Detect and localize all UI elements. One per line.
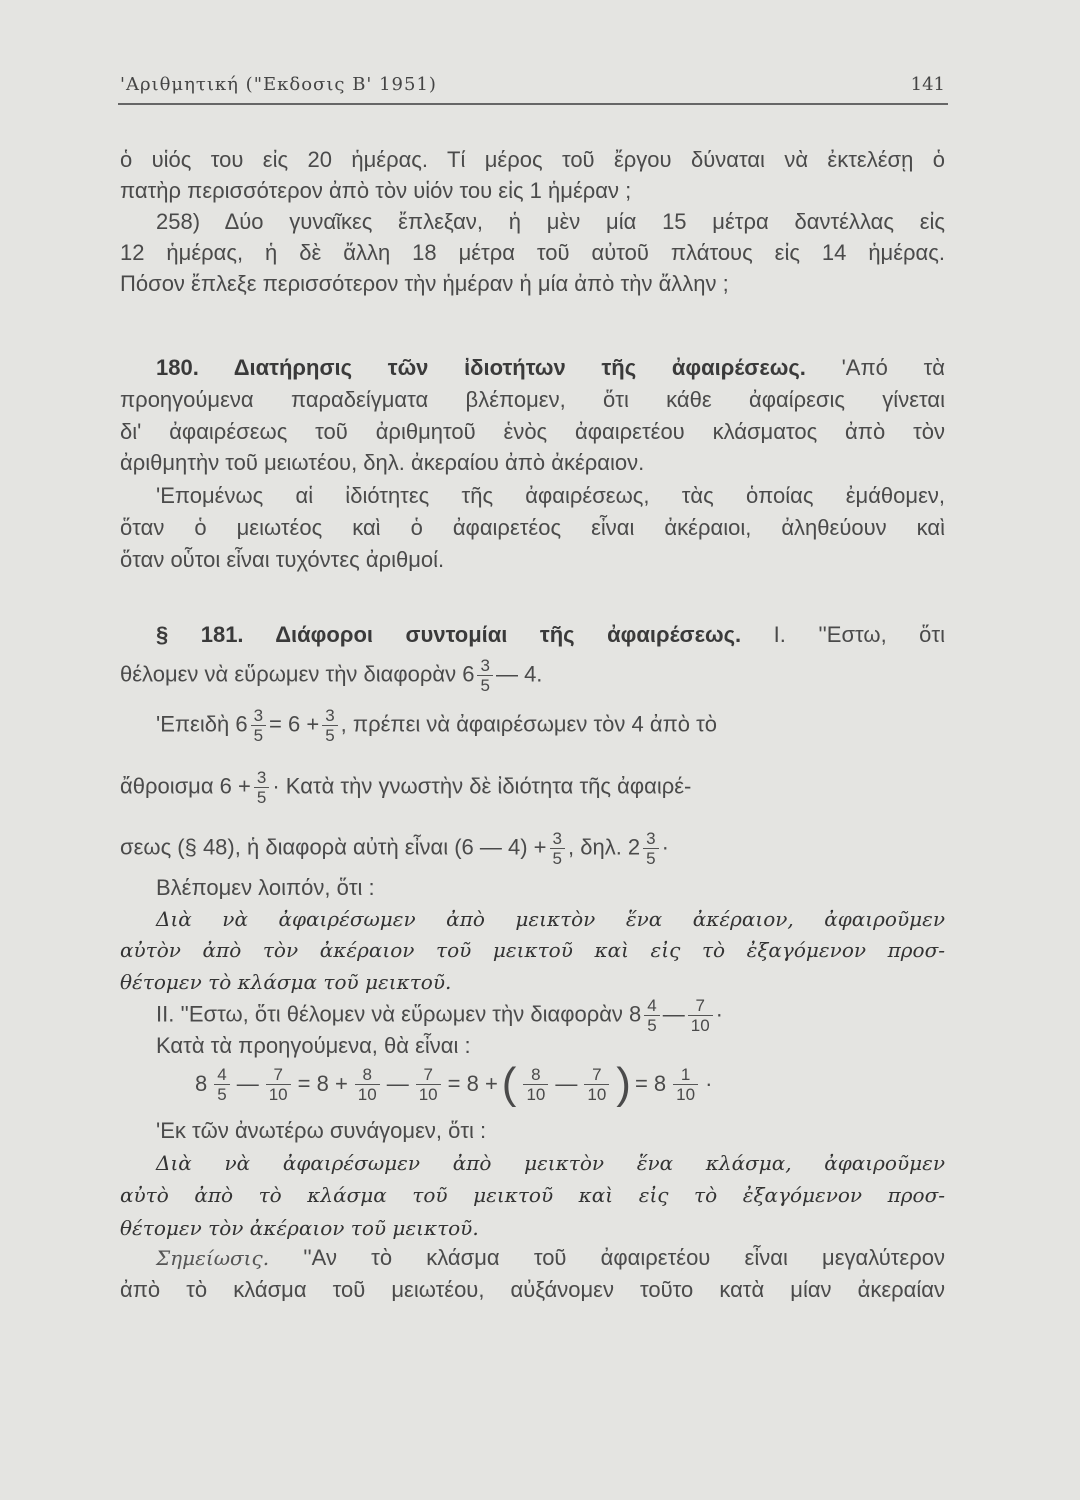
text-line: Πόσον ἔπλεξε περισσότερον τὴν ἡμέραν ἡ μία ἀπὸ τὴν ἄλλην ;: [120, 271, 729, 296]
text-line: ὅταν ὁ μειωτέος καὶ ὁ ἀφαιρετέος εἶναι ἀκέραιοι, ἀληθεύουν καὶ: [120, 515, 945, 540]
text-line: Βλέπομεν λοιπόν, ὅτι :: [156, 875, 375, 900]
math-line: ἄθροισμα 6 + $\frac{3}{5}$ · Κατὰ τὴν γνωστὴν δὲ ἰδιότητα τῆς ἀφαιρέ-: [120, 768, 692, 807]
text-line: 'Εκ τῶν ἀνωτέρω συνάγομεν, ὅτι :: [156, 1118, 487, 1143]
problem-258: 258) Δύο γυναῖκες ἔπλεξαν, ἡ μὲν μία 15 μέτρα δαντέλλας εἰς: [156, 209, 945, 234]
rule-text: Διὰ νὰ ἀφαιρέσωμεν ἀπὸ μεικτὸν ἕνα ἀκέραιον, ἀφαιροῦμεν: [156, 907, 945, 931]
rule-text: αὐτὸ ἀπὸ τὸ κλάσμα τοῦ μεικτοῦ καὶ εἰς τὸ ἐξαγόμενον προσ-: [120, 1183, 945, 1207]
fraction: $\frac{3}{5}$: [643, 829, 658, 868]
fraction: 1 10: [673, 1065, 698, 1104]
section-181-line: [120, 622, 945, 648]
text-span: I. ''Εστω, ὅτι: [773, 622, 945, 647]
fraction: $\frac{7}{10}$: [688, 996, 713, 1035]
section-180-heading: 180. Διατήρησις τῶν ἰδιοτήτων τῆς ἀφαιρέσεως.: [156, 355, 806, 380]
math-line: σεως (§ 48), ἡ διαφορὰ αὐτὴ εἶναι (6 — 4) + $\frac{3}{5}$ , δηλ. 2 $\frac{3}{5}$ ·: [120, 829, 669, 868]
fraction: $\frac{8}{10}$: [355, 1065, 380, 1104]
fraction: $\frac{3}{5}$: [251, 706, 266, 745]
text-line: ὅταν οὗτοι εἶναι τυχόντες ἀριθμοί.: [120, 547, 445, 572]
page-number: 141: [910, 74, 945, 95]
fraction: 7 10: [584, 1065, 609, 1104]
rule-text: Διὰ νὰ ἀφαιρέσωμεν ἀπὸ μεικτὸν ἕνα κλάσμα, ἀφαιροῦμεν: [156, 1151, 945, 1175]
text-line: ἀπὸ τὸ κλάσμα τοῦ μειωτέου, αὐξάνομεν τοῦτο κατὰ μίαν ἀκεραίαν: [120, 1277, 945, 1302]
text-span: — 4.: [495, 661, 543, 687]
text-span: 'Από τὰ: [841, 355, 945, 380]
header-title: 'Αριθμητική ("Εκδοσις Β' 1951): [120, 74, 437, 95]
header-rule: [118, 103, 948, 105]
section-181-heading: § 181. Διάφοροι συντομίαι τῆς ἀφαιρέσεως.: [156, 622, 742, 647]
section-180-line: [120, 355, 945, 381]
rule-text: θέτομεν τὸν ἀκέραιον τοῦ μεικτοῦ.: [120, 1216, 479, 1240]
fraction: $\frac{3}{5}$: [254, 768, 269, 807]
text-line: ὁ υἱός του εἰς 20 ἡμέρας. Τί μέρος τοῦ ἔργου δύναται νὰ ἐκτελέσῃ ὁ: [120, 147, 945, 172]
fraction: $\frac{3}{5}$: [550, 829, 565, 868]
fraction: 4 5: [214, 1065, 229, 1104]
text-line: δι' ἀφαιρέσεως τοῦ ἀριθμητοῦ ἑνὸς ἀφαιρετέου κλάσματος ἀπὸ τὸν: [120, 419, 945, 444]
equation: 8 4 5 — $\frac{7}{10}$ = 8 + $\frac{8}{10}$ — $\frac{7}{10}$ = 8 + ( 8 10 — 7 10 ) = 8 1 10 ·: [195, 1059, 713, 1108]
math-line: II. ''Εστω, ὅτι θέλομεν νὰ εὕρωμεν τὴν διαφορὰν 8 $\frac{4}{5}$ — $\frac{7}{10}$ ·: [156, 996, 723, 1035]
note-label: Σημείωσις.: [156, 1246, 270, 1270]
math-line: 'Επειδὴ 6 $\frac{3}{5}$ = 6 + $\frac{3}{5}$ , πρέπει νὰ ἀφαιρέσωμεν τὸν 4 ἀπὸ τὸ: [156, 706, 718, 745]
fraction: 8 10: [523, 1065, 548, 1104]
text-line: 'Επομένως αἱ ἰδιότητες τῆς ἀφαιρέσεως, τὰς ὁποίας ἐμάθομεν,: [156, 483, 945, 508]
fraction: $\frac{4}{5}$: [644, 996, 659, 1035]
rule-text: θέτομεν τὸ κλάσμα τοῦ μεικτοῦ.: [120, 970, 452, 994]
text-line: προηγούμενα παραδείγματα βλέπομεν, ὅτι κάθε ἀφαίρεσις γίνεται: [120, 387, 945, 412]
math-line: [120, 656, 945, 695]
text-line: 12 ἡμέρας, ἡ δὲ ἄλλη 18 μέτρα τοῦ αὐτοῦ πλάτους εἰς 14 ἡμέρας.: [120, 240, 945, 265]
text-line: πατὴρ περισσότερον ἀπὸ τὸν υἱόν του εἰς 1 ἡμέραν ;: [120, 178, 632, 203]
rule-text: αὐτὸν ἀπὸ τὸν ἀκέραιον τοῦ μεικτοῦ καὶ εἰς τὸ ἐξαγόμενον προσ-: [120, 938, 945, 962]
fraction: $\frac{7}{10}$: [416, 1065, 441, 1104]
fraction: $\frac{7}{10}$: [266, 1065, 291, 1104]
text-span: θέλομεν νὰ εὕρωμεν τὴν διαφορὰν 6: [120, 661, 475, 687]
note-line: Σημείωσις. ''Αν τὸ κλάσμα τοῦ ἀφαιρετέου εἶναι μεγαλύτερον: [156, 1245, 945, 1270]
fraction: $\frac{3}{5}$: [477, 656, 492, 695]
text-line: ἀριθμητὴν τοῦ μειωτέου, δηλ. ἀκεραίου ἀπὸ ἀκέραιον.: [120, 450, 645, 475]
text-line: Κατὰ τὰ προηγούμενα, θὰ εἶναι :: [156, 1033, 471, 1058]
fraction: $\frac{3}{5}$: [322, 706, 337, 745]
